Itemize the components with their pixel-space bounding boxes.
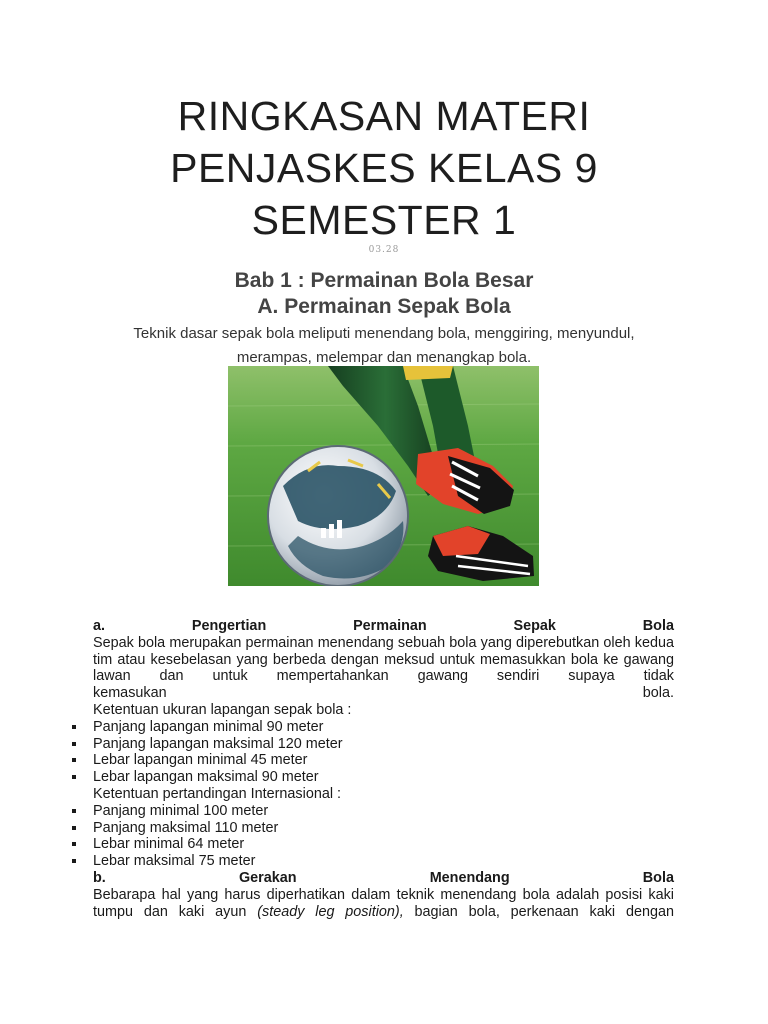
chapter-heading xyxy=(0,268,768,320)
intl-list xyxy=(93,803,674,870)
post-time: 03.28 xyxy=(368,245,400,255)
field-size-list xyxy=(93,719,674,786)
list-item: Panjang lapangan maksimal 120 meter xyxy=(93,736,674,753)
section-a-word-3: Permainan xyxy=(353,618,427,634)
intl-title: Ketentuan pertandingan Internasional : xyxy=(93,785,342,802)
section-a-word-5: Bola xyxy=(642,618,674,634)
section-b-paragraph xyxy=(93,887,674,921)
section-a-word-1: a. xyxy=(93,618,106,634)
field-size-title: Ketentuan ukuran lapangan sepak bola : xyxy=(93,701,352,718)
section-b-word-1: b. xyxy=(93,869,106,886)
section-a-heading xyxy=(93,618,674,635)
section-a-paragraph: Sepak bola merupakan permainan menendang sebuah bola yang diperebutkan oleh kedua tim atau kesebelasan yang berbeda dengan meksud untuk memasukkan bola ke gawang lawan dan untuk mempertahankan gawang sendiri supaya tidak xyxy=(93,634,674,685)
section-a-word-4: Sepak xyxy=(513,618,556,634)
list-item: Panjang minimal 100 meter xyxy=(93,803,674,820)
section-b-word-3: Menendang xyxy=(429,869,510,886)
title-line-2: PENJASKES KELAS 9 xyxy=(170,145,598,191)
section-a-paragraph-end xyxy=(93,685,674,702)
list-item: Lebar minimal 64 meter xyxy=(93,836,674,853)
intro-line-2: merampas, melempar dan menangkap bola. xyxy=(236,349,532,366)
section-b-text-start: Bebarapa hal yang harus diperhatikan dalam teknik menendang bola adalah posisi kaki tumpu dan kaki ayun xyxy=(93,886,674,920)
section-b-text-end: bagian bola, perkenaan kaki dengan xyxy=(403,903,674,920)
section-b-word-2: Gerakan xyxy=(238,869,297,886)
section-b-heading xyxy=(93,870,674,887)
list-item: Lebar lapangan minimal 45 meter xyxy=(93,752,674,769)
list-item: Panjang lapangan minimal 90 meter xyxy=(93,719,674,736)
list-item: Lebar lapangan maksimal 90 meter xyxy=(93,769,674,786)
section-b-text-italic: (steady leg position), xyxy=(257,903,404,920)
section-a-end-left: kemasukan xyxy=(93,685,167,702)
section-a-word-2: Pengertian xyxy=(191,618,267,634)
section-title: A. Permainan Sepak Bola xyxy=(257,295,511,318)
title-line-1: RINGKASAN MATERI xyxy=(177,93,591,139)
chapter-title: Bab 1 : Permainan Bola Besar xyxy=(234,269,534,292)
page-title xyxy=(0,90,768,246)
intro-paragraph xyxy=(90,322,678,370)
intro-line-1: Teknik dasar sepak bola meliputi menendang bola, menggiring, menyundul, xyxy=(133,325,635,342)
title-line-3: SEMESTER 1 xyxy=(251,197,517,243)
article-body xyxy=(93,618,674,920)
section-a-end-right: bola. xyxy=(642,685,674,702)
list-item: Panjang maksimal 110 meter xyxy=(93,820,674,837)
section-b-word-4: Bola xyxy=(642,869,674,886)
list-item: Lebar maksimal 75 meter xyxy=(93,853,674,870)
soccer-photo xyxy=(228,366,539,586)
soccer-ball-kick-image xyxy=(228,366,539,586)
